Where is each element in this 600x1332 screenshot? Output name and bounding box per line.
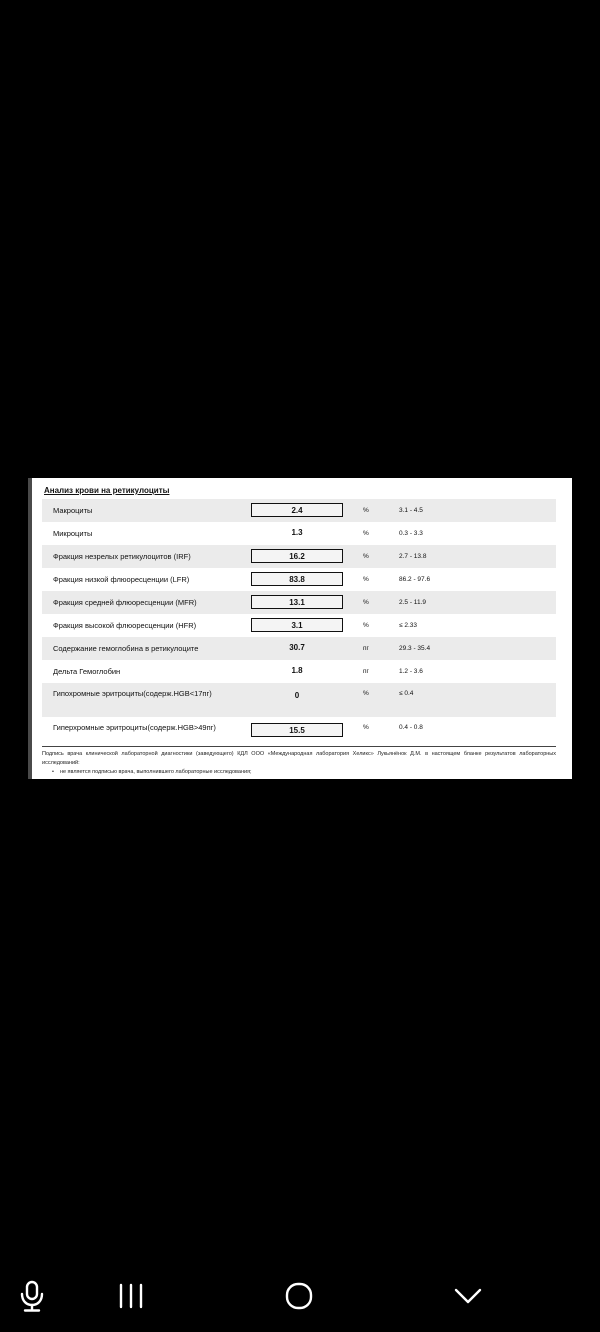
result-row: [42, 591, 556, 614]
test-unit: %: [363, 507, 369, 514]
test-value: 15.5: [251, 723, 343, 737]
result-row: [42, 660, 556, 683]
result-row: [42, 614, 556, 637]
test-name: Фракция незрелых ретикулоцитов (IRF): [53, 552, 191, 561]
test-unit: %: [363, 690, 369, 697]
reference-range: ≤ 0.4: [399, 690, 414, 697]
reference-range: 1.2 - 3.6: [399, 668, 423, 675]
test-value: 3.1: [251, 618, 343, 632]
test-name: Гиперхромные эритроциты(содерж.HGB>49пг): [53, 723, 216, 732]
system-navigation-bar: [0, 1262, 600, 1332]
test-value: 83.8: [251, 572, 343, 586]
test-name: Микроциты: [53, 529, 93, 538]
lab-report-page[interactable]: [28, 478, 572, 779]
reference-range: 0.3 - 3.3: [399, 530, 423, 537]
result-row: [42, 545, 556, 568]
back-chevron-icon[interactable]: [448, 1278, 488, 1314]
reference-range: 29.3 - 35.4: [399, 645, 431, 652]
test-value: 0: [294, 691, 300, 700]
test-unit: %: [363, 622, 369, 629]
test-value: 1.3: [291, 528, 303, 537]
result-row: [42, 637, 556, 660]
footnote-divider: [42, 746, 556, 747]
test-name: Фракция высокой флюоресценции (HFR): [53, 621, 197, 630]
reference-range: 2.5 - 11.9: [399, 599, 426, 606]
test-name: Гипохромные эритроциты(содерж.HGB<17пг): [53, 689, 212, 698]
result-row: [42, 522, 556, 545]
test-value: 2.4: [251, 503, 343, 517]
reference-range: ≤ 2.33: [399, 622, 418, 629]
test-name: Содержание гемоглобина в ретикулоците: [53, 644, 199, 653]
test-unit: %: [363, 576, 369, 583]
home-icon[interactable]: [279, 1278, 319, 1314]
result-row: [42, 499, 556, 522]
test-unit: пг: [363, 668, 369, 675]
test-unit: %: [363, 724, 369, 731]
footnote: [42, 750, 556, 777]
test-name: Дельта Гемоглобин: [53, 667, 121, 676]
results-table: [42, 499, 556, 751]
microphone-icon[interactable]: [12, 1278, 52, 1314]
test-unit: %: [363, 599, 369, 606]
recent-apps-icon[interactable]: [111, 1278, 151, 1314]
reference-range: 2.7 - 13.8: [399, 553, 427, 560]
footnote-bullet: • не является подписью врача, выполнившего лабораторные исследования;: [42, 768, 556, 777]
test-name: Макроциты: [53, 506, 93, 515]
test-value: 30.7: [289, 643, 305, 652]
test-unit: %: [363, 553, 369, 560]
test-name: Фракция средней флюоресценции (MFR): [53, 598, 197, 607]
test-name: Фракция низкой флюоресценции (LFR): [53, 575, 190, 584]
test-value: 1.8: [291, 666, 303, 675]
page-edge-shadow: [28, 478, 32, 779]
test-unit: пг: [363, 645, 369, 652]
test-unit: %: [363, 530, 369, 537]
test-value: 13.1: [251, 595, 343, 609]
result-row: [42, 683, 556, 717]
report-title: Анализ крови на ретикулоциты: [44, 486, 170, 495]
footnote-text: Подпись врача клинической лабораторной диагностики (заведующего) КДЛ ООО «Международная лаборатория Хеликс» Лукьянёнок Д.М. в настоящем бланке результатов лабораторных исследований:: [42, 751, 556, 766]
result-row: [42, 568, 556, 591]
reference-range: 86.2 - 97.6: [399, 576, 431, 583]
reference-range: 0.4 - 0.8: [399, 724, 423, 731]
reference-range: 3.1 - 4.5: [399, 507, 423, 514]
test-value: 16.2: [251, 549, 343, 563]
